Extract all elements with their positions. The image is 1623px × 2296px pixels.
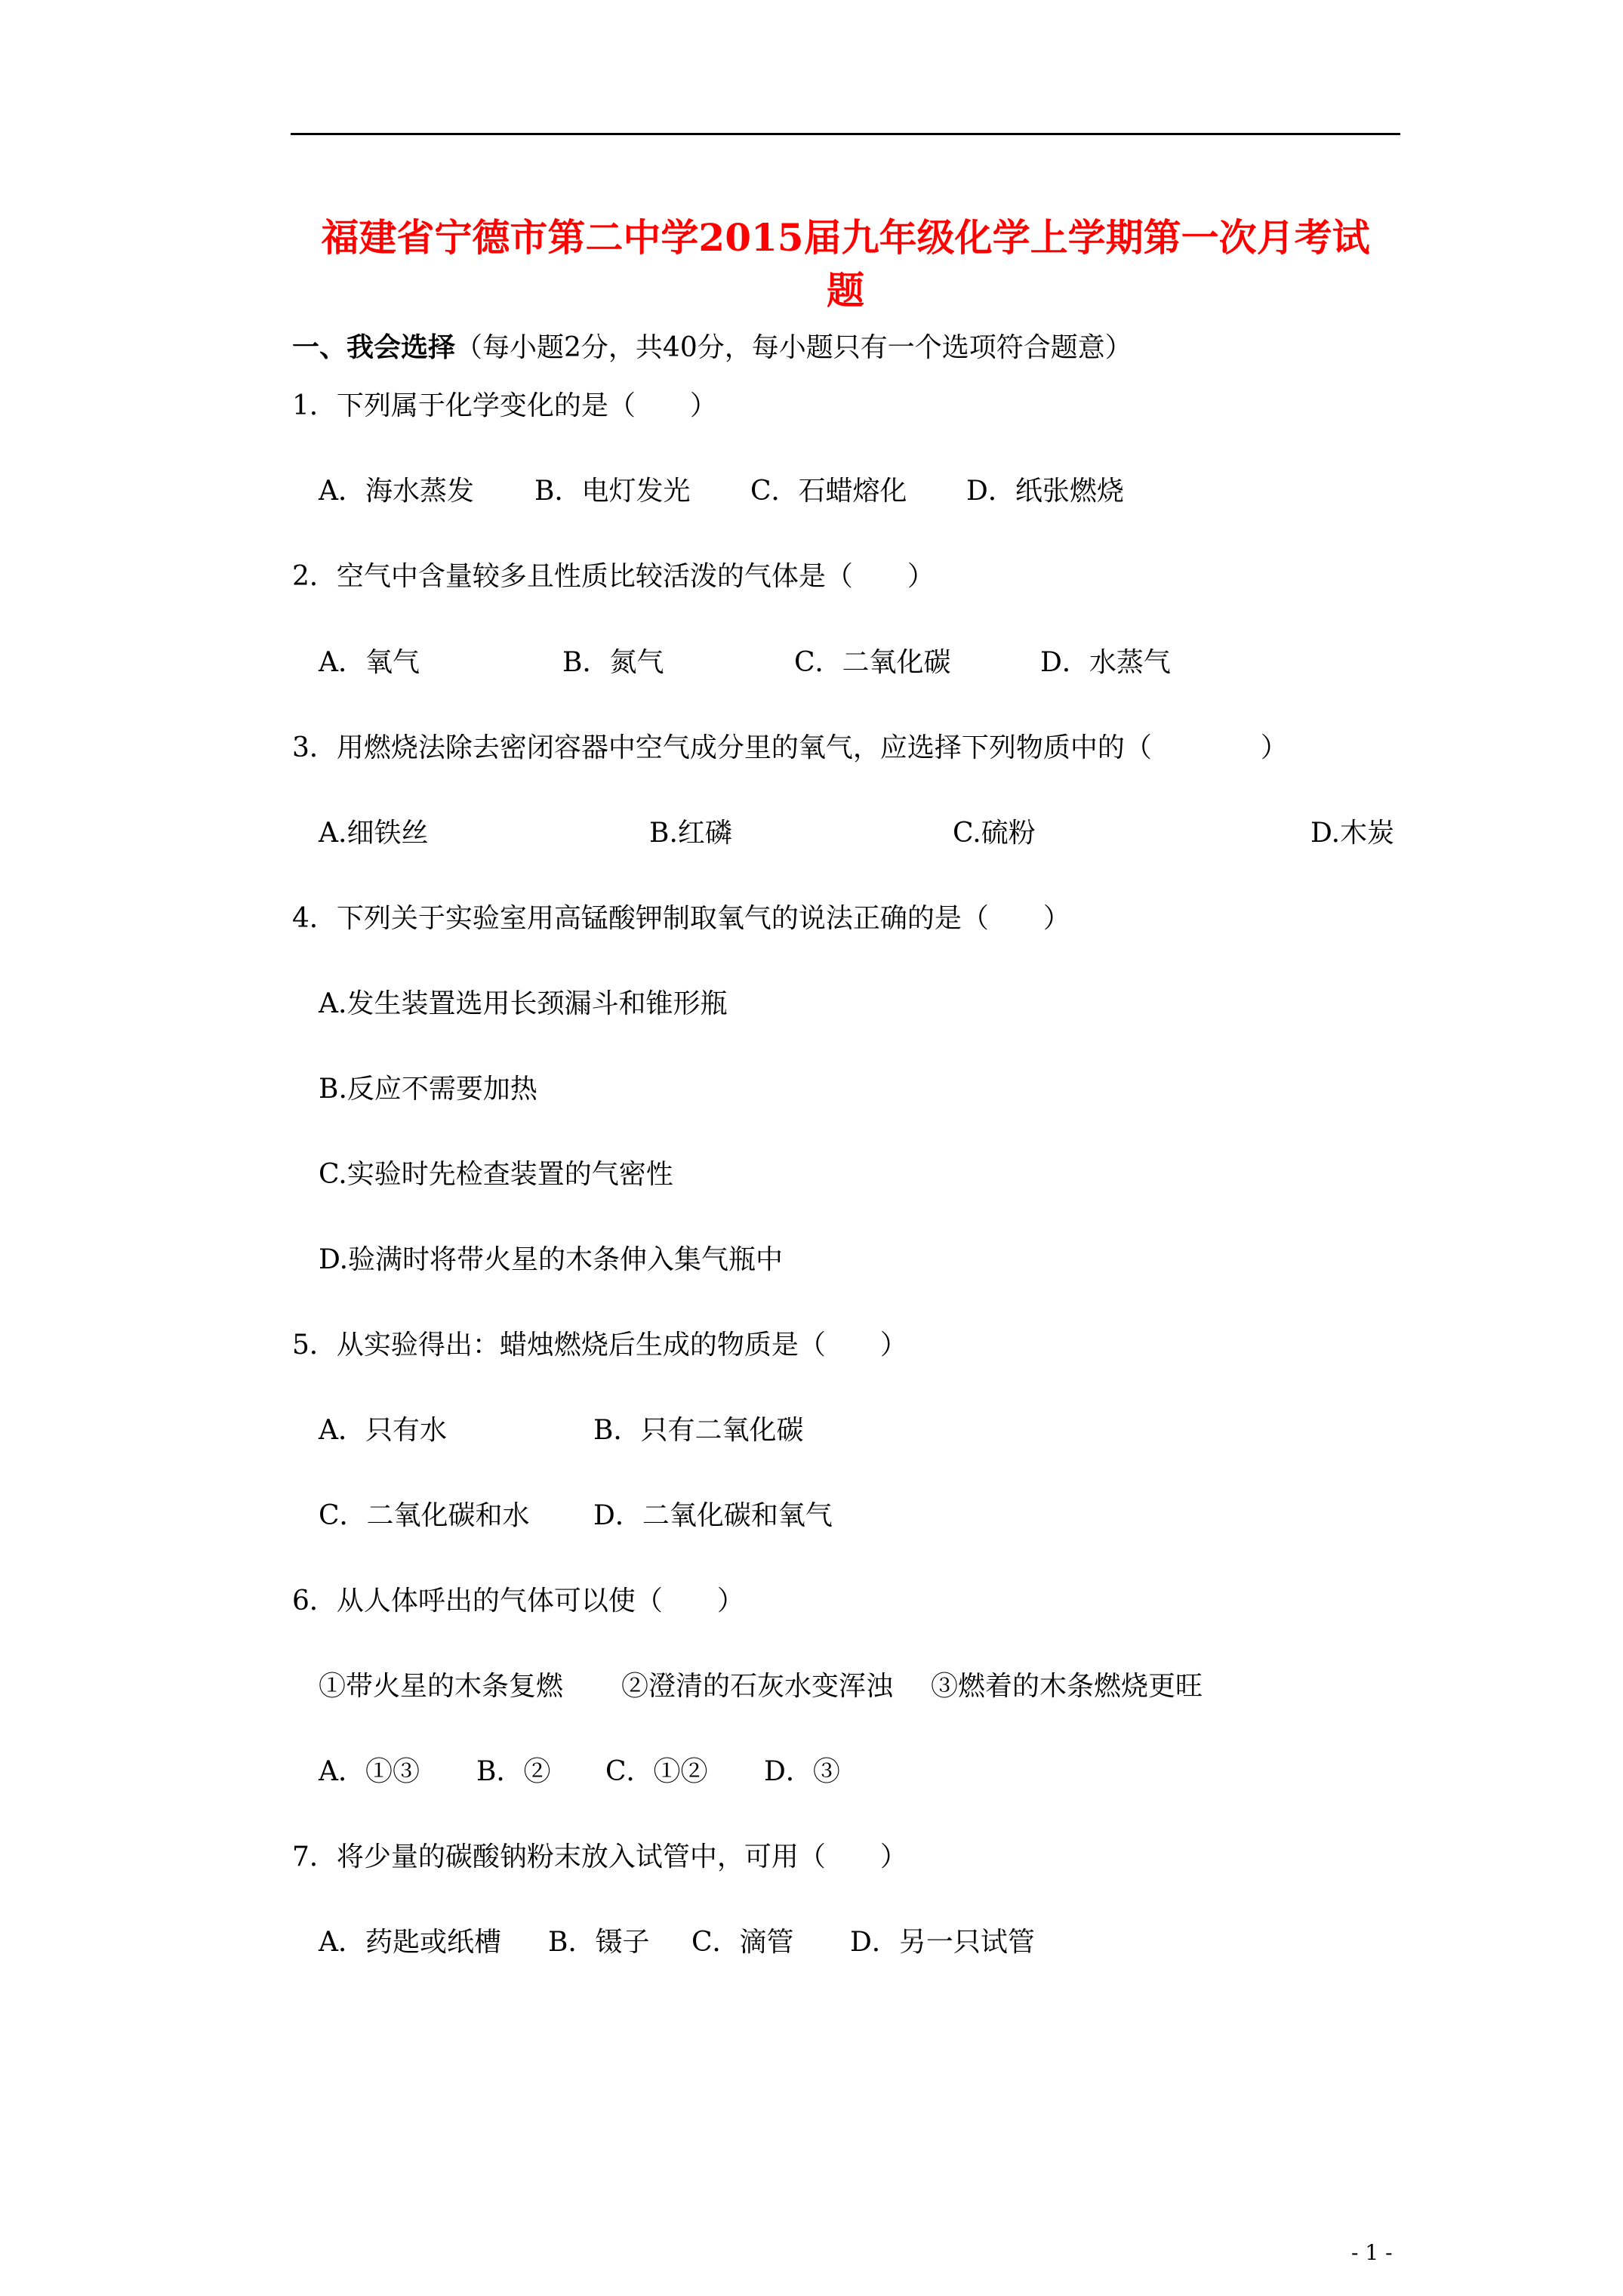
question-5-option-b: B．只有二氧化碳	[593, 1415, 804, 1446]
question-7-option-a: A．药匙或纸槽	[319, 1927, 501, 1958]
question-2-option-c: C．二氧化碳	[794, 647, 951, 678]
header-rule	[291, 133, 1400, 135]
question-4-option-d: D.验满时将带火星的木条伸入集气瓶中	[319, 1244, 784, 1275]
question-6-option-b: B．②	[476, 1756, 551, 1787]
question-2-option-d: D．水蒸气	[1040, 647, 1171, 678]
question-6-option-a: A．①③	[319, 1756, 420, 1787]
question-7-option-b: B．镊子	[548, 1927, 650, 1958]
question-6-option-d: D．③	[764, 1756, 840, 1787]
question-5-option-a: A．只有水	[319, 1415, 447, 1446]
question-4-stem: 4．下列关于实验室用高锰酸钾制取氧气的说法正确的是（ ）	[292, 903, 1070, 934]
question-2-stem: 2．空气中含量较多且性质比较活泼的气体是（ ）	[292, 561, 935, 592]
question-7-stem: 7．将少量的碳酸钠粉末放入试管中，可用（ ）	[292, 1841, 907, 1872]
question-5-option-d: D．二氧化碳和氧气	[593, 1500, 833, 1531]
question-4-option-a: A.发生装置选用长颈漏斗和锥形瓶	[319, 988, 728, 1019]
question-3-stem: 3．用燃烧法除去密闭容器中空气成分里的氧气，应选择下列物质中的（ ）	[292, 732, 1288, 763]
question-3-option-c: C.硫粉	[953, 818, 1036, 849]
question-2-option-b: B．氮气	[562, 647, 664, 678]
page-number: - 1 -	[1351, 2240, 1393, 2265]
question-5-option-c: C．二氧化碳和水	[319, 1500, 530, 1531]
document-title-line1: 福建省宁德市第二中学2015届九年级化学上学期第一次月考试	[321, 215, 1370, 260]
question-1-option-b: B．电灯发光	[534, 476, 691, 507]
question-3-option-b: B.红磷	[649, 818, 732, 849]
question-6-option-c: C．①②	[605, 1756, 708, 1787]
question-4-option-b: B.反应不需要加热	[319, 1074, 537, 1105]
question-3-option-d: D.木炭	[1310, 818, 1395, 849]
question-6-stem: 6．从人体呼出的气体可以使（ ）	[292, 1586, 744, 1616]
question-7-option-d: D．另一只试管	[850, 1927, 1035, 1958]
question-4-option-c: C.实验时先检查装置的气密性	[319, 1159, 673, 1190]
question-6-statement-2: ②澄清的石灰水变浑浊	[621, 1671, 894, 1702]
section-title: 一、我会选择	[292, 331, 456, 363]
question-1-stem: 1．下列属于化学变化的是（ ）	[292, 390, 717, 421]
document-title-line2: 题	[827, 268, 864, 313]
question-1-option-c: C．石蜡熔化	[750, 476, 907, 507]
question-3-option-a: A.细铁丝	[319, 818, 429, 849]
question-5-stem: 5．从实验得出：蜡烛燃烧后生成的物质是（ ）	[292, 1330, 907, 1361]
question-7-option-c: C．滴管	[691, 1927, 794, 1958]
question-1-option-d: D．纸张燃烧	[966, 476, 1124, 507]
question-2-option-a: A．氧气	[319, 647, 420, 678]
section-note: （每小题2分，共40分，每小题只有一个选项符合题意）	[455, 332, 1132, 363]
section-heading	[292, 329, 1132, 366]
question-6-statement-3: ③燃着的木条燃烧更旺	[931, 1671, 1203, 1702]
question-6-statement-1: ①带火星的木条复燃	[319, 1671, 564, 1702]
question-1-option-a: A．海水蒸发	[319, 476, 474, 507]
